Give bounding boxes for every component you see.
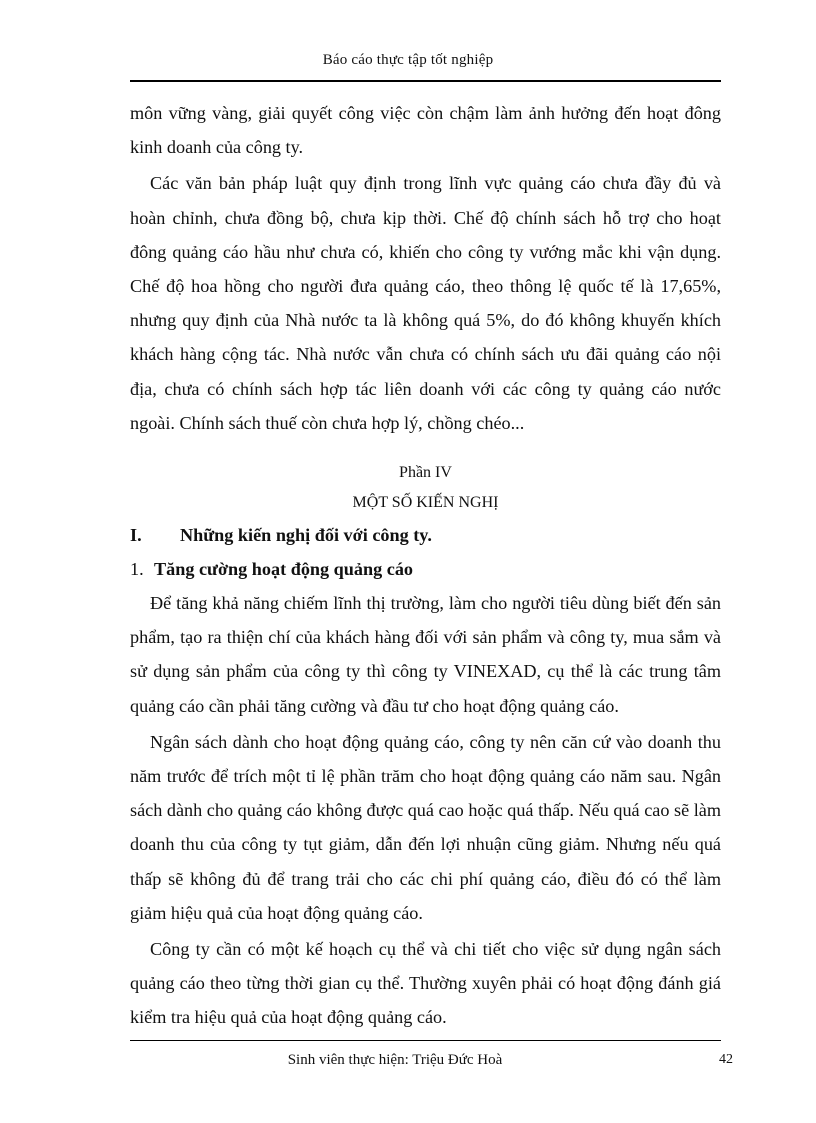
footer-student: Sinh viên thực hiện: Triệu Đức Hoà — [287, 1052, 503, 1068]
paragraph-advertising: Để tăng khả năng chiếm lĩnh thị trường, làm cho người tiêu dùng biết đến sản phẩm, tạo ra thiện chí của khách hàng đối với sản phẩm và công ty, mua sắm và sử dụng sản phẩm của công ty thì công ty VINEXAD, cụ thể là các trung tâm quảng cáo cần phải tăng cường và đầu tư cho hoạt động quảng cáo. — [130, 593, 721, 716]
part-label: Phần IV — [399, 464, 452, 482]
paragraph-legal-issues: Các văn bản pháp luật quy định trong lĩnh vực quảng cáo chưa đầy đủ và hoàn chỉnh, chưa đồng bộ, chưa kịp thời. Chế độ chính sách hỗ trợ cho hoạt đông quảng cáo hầu như chưa có, khiến cho công ty vướng mắc khi vận dụng. Chế độ hoa hồng cho người đưa quảng cáo, theo thông lệ quốc tế là 17,65%, nhưng quy định của Nhà nước ta là không quá 5%, do đó không khuyến khích khách hàng cộng tác. Nhà nước vẫn chưa có chính sách ưu đãi quảng cáo nội địa, chưa có chính sách hợp tác liên doanh với các công ty quảng cáo nước ngoài. Chính sách thuế còn chưa hợp lý, chồng chéo... — [130, 173, 721, 433]
page-header: Báo cáo thực tập tốt nghiệp — [322, 52, 494, 68]
page-body — [130, 96, 721, 1035]
paragraph-plan: Công ty cần có một kế hoạch cụ thể và chi tiết cho việc sử dụng ngân sách quảng cáo theo từng thời gian cụ thể. Thường xuyên phải có hoạt động đánh giá kiểm tra hiệu quả của hoạt động quảng cáo. — [130, 939, 721, 1028]
part-title: MỘT SỐ KIẾN NGHỊ — [352, 494, 499, 512]
section-title: Những kiến nghị đối với công ty. — [180, 525, 432, 546]
header-rule — [130, 80, 721, 82]
section-number: I. — [130, 525, 142, 546]
subsection-heading — [130, 552, 721, 586]
page-number: 42 — [719, 1052, 733, 1067]
subsection-number: 1. — [130, 559, 144, 580]
footer-rule — [130, 1040, 721, 1041]
section-heading — [130, 518, 721, 552]
paragraph-budget: Ngân sách dành cho hoạt động quảng cáo, công ty nên căn cứ vào doanh thu năm trước để trích một tỉ lệ phần trăm cho hoạt động quảng cáo năm sau. Ngân sách dành cho quảng cáo không được quá cao hoặc quá thấp. Nếu quá cao sẽ làm doanh thu của công ty tụt giảm, dẫn đến lợi nhuận cũng giảm. Nhưng nếu quá thấp sẽ không đủ để trang trải cho các chi phí quảng cáo, điều đó có thể làm giảm hiệu quả của hoạt động quảng cáo. — [130, 731, 721, 923]
subsection-title: Tăng cường hoạt động quảng cáo — [154, 559, 414, 580]
paragraph-continuation: môn vững vàng, giải quyết công việc còn chậm làm ảnh hưởng đến hoạt đông kinh doanh của công ty. — [130, 103, 721, 158]
